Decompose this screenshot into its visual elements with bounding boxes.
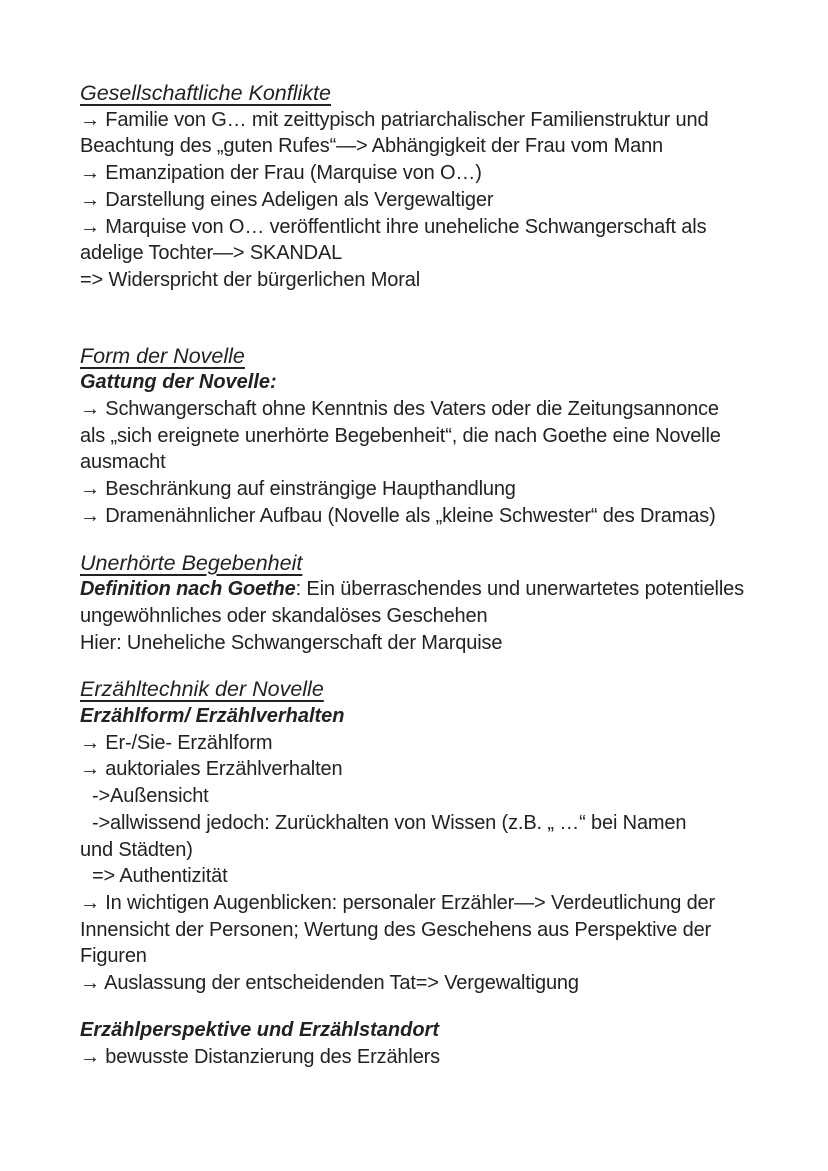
text-line: ausmacht — [80, 451, 166, 474]
line-text: : Ein überraschendes und unerwartetes potentielles — [295, 578, 744, 601]
text-line: → In wichtigen Augenblicken: personaler Erzähler—> Verdeutlichung der — [80, 891, 716, 914]
section-erzaehltechnik-der-novelle — [80, 676, 772, 996]
section-heading: Unerhörte Begebenheit — [80, 550, 303, 575]
section-heading: Erzähltechnik der Novelle — [80, 677, 324, 702]
text-line: Beachtung des „guten Rufes“—> Abhängigkeit der Frau vom Mann — [80, 135, 664, 158]
text-line: → Darstellung eines Adeligen als Vergewaltiger — [80, 188, 494, 211]
text-line: als „sich ereignete unerhörte Begebenheit“, die nach Goethe eine Novelle — [80, 424, 721, 447]
bold-lead-text: Definition nach Goethe — [80, 578, 296, 601]
text-line: Hier: Uneheliche Schwangerschaft der Marquise — [80, 631, 503, 654]
text-line: => Authentizität — [92, 865, 228, 888]
text-line: ->Außensicht — [92, 785, 209, 808]
section-form-der-novelle — [80, 343, 772, 530]
text-line: adelige Tochter—> SKANDAL — [80, 242, 343, 265]
text-line: → Dramenähnlicher Aufbau (Novelle als „kleine Schwester“ des Dramas) — [80, 504, 716, 527]
text-line: → Emanzipation der Frau (Marquise von O…) — [80, 162, 482, 185]
section-gesellschaftliche-konflikte — [80, 80, 772, 294]
section-subheading: Erzählform/ Erzählverhalten — [80, 705, 345, 728]
text-line — [80, 576, 772, 603]
text-line: → Auslassung der entscheidenden Tat=> Vergewaltigung — [80, 972, 579, 995]
text-line: → bewusste Distanzierung des Erzählers — [80, 1045, 441, 1068]
text-line: ->allwissend jedoch: Zurückhalten von Wissen (z.B. „ …“ bei Namen — [92, 811, 687, 834]
text-line: ungewöhnliches oder skandalöses Geschehen — [80, 604, 488, 627]
section-unerhoerte-begebenheit — [80, 550, 772, 657]
text-line: Figuren — [80, 945, 147, 968]
section-heading: Gesellschaftliche Konflikte — [80, 81, 331, 105]
text-line: → Familie von G… mit zeittypisch patriarchalischer Familienstruktur und — [80, 108, 709, 131]
text-line: → Schwangerschaft ohne Kenntnis des Vaters oder die Zeitungsannonce — [80, 398, 719, 421]
text-line: Innensicht der Personen; Wertung des Geschehens aus Perspektive der — [80, 918, 712, 941]
text-line: → Beschränkung auf einsträngige Haupthandlung — [80, 478, 516, 501]
text-line: => Widerspricht der bürgerlichen Moral — [80, 268, 421, 291]
section-erzaehlperspektive-und-erzaehlstandort — [80, 1017, 772, 1070]
text-line: → Er-/Sie- Erzählform — [80, 731, 273, 754]
section-heading: Form der Novelle — [80, 343, 245, 368]
text-line: → Marquise von O… veröffentlicht ihre uneheliche Schwangerschaft als — [80, 215, 707, 238]
text-line: → auktoriales Erzählverhalten — [80, 758, 343, 781]
text-line: und Städten) — [80, 838, 193, 861]
document-content — [80, 80, 772, 1070]
section-subheading: Erzählperspektive und Erzählstandort — [80, 1018, 439, 1041]
section-subheading: Gattung der Novelle: — [80, 371, 277, 394]
